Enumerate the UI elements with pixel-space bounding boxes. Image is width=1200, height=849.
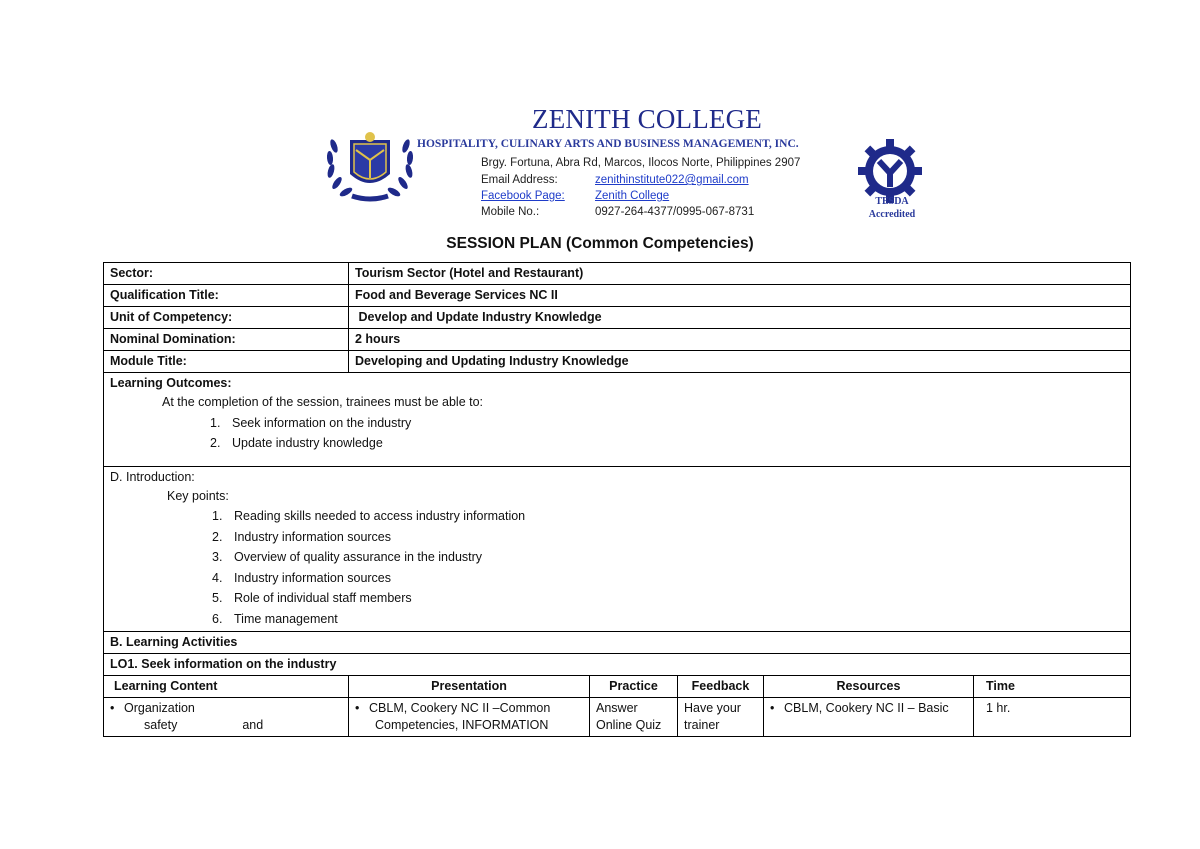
- info-row: [104, 329, 1131, 351]
- info-value: Developing and Updating Industry Knowledge: [349, 351, 1131, 373]
- info-label: Sector:: [104, 263, 349, 285]
- list-item: 4. Industry information sources: [212, 570, 392, 585]
- facebook-row: [481, 190, 669, 202]
- info-label: Module Title:: [104, 351, 349, 373]
- column-header: Presentation: [349, 676, 590, 698]
- column-header: Practice: [590, 676, 678, 698]
- key-points-label: Key points:: [167, 488, 229, 503]
- mobile-row: [481, 206, 754, 218]
- facebook-link[interactable]: Zenith College: [595, 190, 670, 202]
- column-header: Feedback: [678, 676, 764, 698]
- info-value: 2 hours: [349, 329, 1131, 351]
- email-link[interactable]: zenithinstitute022@gmail.com: [595, 174, 749, 186]
- resources-cell: • CBLM, Cookery NC II – Basic: [764, 698, 974, 737]
- column-header: Time: [974, 676, 1131, 698]
- table-row: [104, 698, 1131, 737]
- list-item: 2. Update industry knowledge: [210, 436, 383, 450]
- list-item: 2. Industry information sources: [212, 529, 392, 544]
- info-label: Nominal Domination:: [104, 329, 349, 351]
- info-row: [104, 263, 1131, 285]
- zenith-college-seal-logo: [322, 126, 418, 206]
- learning-content-cell: • Organization safety and: [104, 698, 349, 737]
- list-item: 1. Seek information on the industry: [210, 415, 412, 430]
- introduction-heading: D. Introduction:: [110, 469, 195, 484]
- college-subtitle: HOSPITALITY, CULINARY ARTS AND BUSINESS MANAGEMENT, INC.: [417, 138, 799, 150]
- column-header: Resources: [764, 676, 974, 698]
- list-item: 1. Reading skills needed to access industry information: [212, 509, 526, 523]
- time-cell: 1 hr.: [974, 698, 1131, 737]
- college-address: Brgy. Fortuna, Abra Rd, Marcos, Ilocos Norte, Philippines 2907: [481, 157, 801, 169]
- mobile-label: Mobile No.:: [481, 206, 540, 218]
- college-name: ZENITH COLLEGE: [532, 104, 762, 134]
- info-row: [104, 351, 1131, 373]
- info-row: [104, 307, 1131, 329]
- column-header: Learning Content: [104, 676, 349, 698]
- lo1-heading-row: [104, 654, 1131, 676]
- info-label: Qualification Title:: [104, 285, 349, 307]
- info-label: Unit of Competency:: [104, 307, 349, 329]
- email-label: Email Address:: [481, 174, 558, 186]
- list-item: 6. Time management: [212, 611, 338, 626]
- tesda-accredited-label: TESDA Accredited: [868, 196, 916, 220]
- lo1-heading: LO1. Seek information on the industry: [104, 654, 1131, 676]
- info-value: Tourism Sector (Hotel and Restaurant): [349, 263, 1131, 285]
- learning-outcomes-row: [104, 373, 1131, 467]
- info-row: [104, 285, 1131, 307]
- learning-activities-heading: B. Learning Activities: [104, 632, 1131, 654]
- email-row: [481, 174, 749, 186]
- feedback-cell: Have your trainer: [678, 698, 764, 737]
- introduction-row: [104, 466, 1131, 632]
- list-item: 3. Overview of quality assurance in the industry: [212, 550, 483, 564]
- session-plan-table: [103, 262, 1131, 737]
- info-value: Develop and Update Industry Knowledge: [349, 307, 1131, 329]
- learning-outcomes-intro: At the completion of the session, trainees must be able to:: [162, 395, 484, 409]
- info-value: Food and Beverage Services NC II: [349, 285, 1131, 307]
- page-title: SESSION PLAN (Common Competencies): [446, 235, 754, 252]
- presentation-cell: • CBLM, Cookery NC II –Common Competencies, INFORMATION: [349, 698, 590, 737]
- learning-activities-heading-row: [104, 632, 1131, 654]
- mobile-number: 0927-264-4377/0995-067-8731: [595, 206, 755, 218]
- facebook-label[interactable]: Facebook Page:: [481, 190, 565, 202]
- list-item: 5. Role of individual staff members: [212, 591, 412, 605]
- activities-header-row: [104, 676, 1131, 698]
- practice-cell: Answer Online Quiz: [590, 698, 678, 737]
- learning-outcomes-heading: Learning Outcomes:: [110, 376, 232, 390]
